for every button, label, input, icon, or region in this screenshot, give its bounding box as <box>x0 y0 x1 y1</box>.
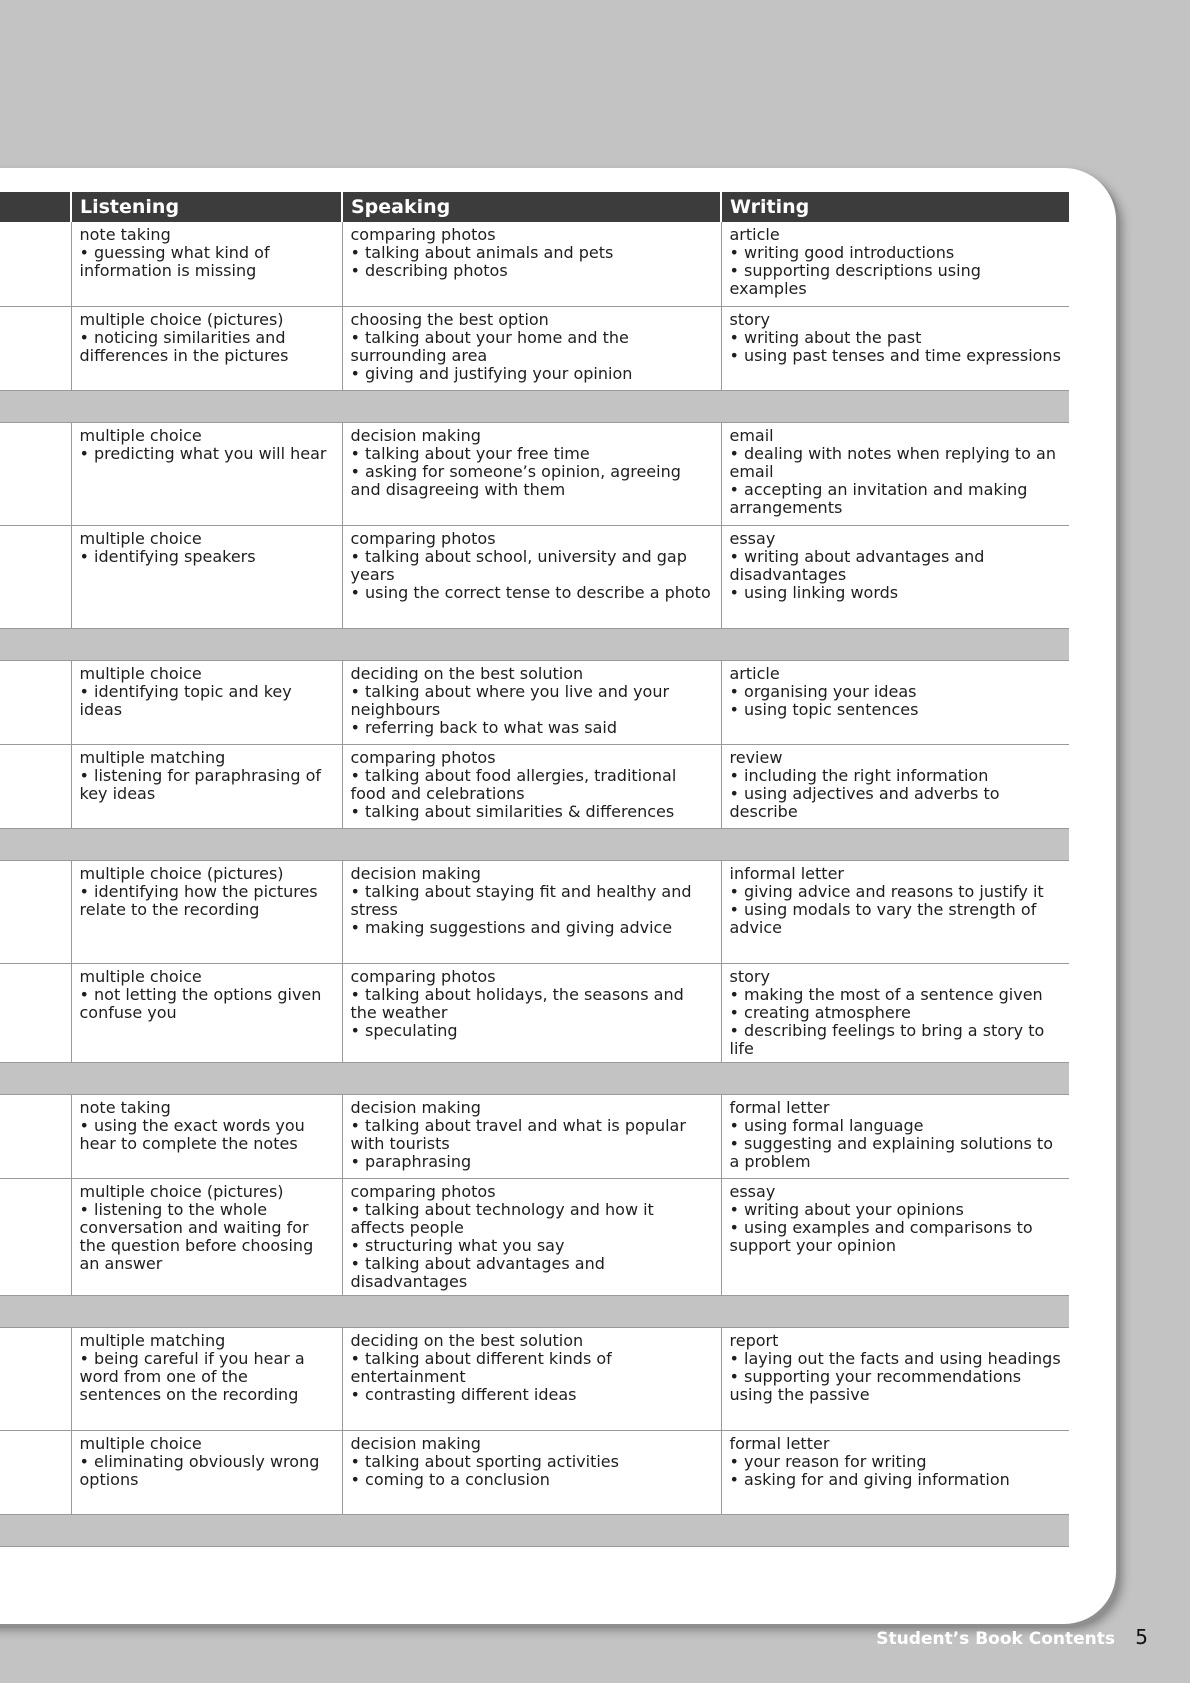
writing-cell <box>721 1094 1069 1178</box>
task-type: note taking <box>79 225 171 244</box>
skill-point: • your reason for writing <box>729 1451 927 1471</box>
skill-point: • giving advice and reasons to justify it <box>729 881 1044 901</box>
skill-point: • making the most of a sentence given <box>729 984 1043 1004</box>
writing-cell <box>721 744 1069 828</box>
skill-point: • writing about advantages and disadvantages <box>729 546 985 584</box>
writing-cell <box>721 422 1069 525</box>
task-type: comparing photos <box>350 225 496 244</box>
speaking-cell <box>342 1178 721 1295</box>
table-row <box>0 963 1069 1062</box>
skill-point: • describing feelings to bring a story to life <box>729 1020 1045 1058</box>
task-type: deciding on the best solution <box>350 1330 584 1350</box>
listening-cell <box>71 660 342 744</box>
skill-point: • using linking words <box>729 582 899 602</box>
skill-point: • including the right information <box>729 765 989 785</box>
skill-point: • suggesting and explaining solutions to a problem <box>729 1133 1053 1171</box>
task-type: decision making <box>350 1097 481 1117</box>
skill-point: • talking about food allergies, traditional food and celebrations <box>350 765 677 803</box>
speaking-cell <box>342 222 721 306</box>
table-row <box>0 222 1069 306</box>
speaking-cell <box>342 422 721 525</box>
task-type: review <box>729 747 783 767</box>
skill-point: • asking for someone’s opinion, agreeing and disagreeing with them <box>350 461 681 499</box>
writing-cell <box>721 860 1069 963</box>
skill-point: • supporting descriptions using examples <box>729 261 981 298</box>
skill-point: • asking for and giving information <box>729 1469 1010 1489</box>
speaking-cell <box>342 1327 721 1430</box>
writing-cell <box>721 1178 1069 1295</box>
table-row <box>0 860 1069 963</box>
skill-point: • noticing similarities and differences in the pictures <box>79 327 289 365</box>
header-speaking: Speaking <box>342 192 721 222</box>
skill-point: • structuring what you say <box>350 1235 565 1255</box>
skill-point: • talking about similarities & differences <box>350 801 675 821</box>
skill-point: • organising your ideas <box>729 681 917 701</box>
speaking-cell <box>342 660 721 744</box>
task-type: multiple choice <box>79 425 202 445</box>
task-type: story <box>729 966 770 986</box>
speaking-cell <box>342 860 721 963</box>
skill-point: • being careful if you hear a word from one of the sentences on the recording <box>79 1348 305 1404</box>
skill-point: • using formal language <box>729 1115 924 1135</box>
header-listening: Listening <box>71 192 342 222</box>
task-type: note taking <box>79 1097 171 1117</box>
unit-cell <box>0 860 71 963</box>
task-type: comparing photos <box>350 747 496 767</box>
writing-cell <box>721 222 1069 306</box>
listening-cell <box>71 222 342 306</box>
writing-cell <box>721 1327 1069 1430</box>
task-type: multiple choice <box>79 528 202 548</box>
skill-point: • contrasting different ideas <box>350 1384 577 1404</box>
skill-point: • eliminating obviously wrong options <box>79 1451 320 1489</box>
task-type: multiple choice (pictures) <box>79 863 284 883</box>
task-type: informal letter <box>729 863 844 883</box>
skill-point: • talking about animals and pets <box>350 243 614 262</box>
writing-cell <box>721 306 1069 390</box>
table-body <box>0 222 1069 1546</box>
task-type: multiple matching <box>79 747 226 767</box>
task-type: multiple choice <box>79 663 202 683</box>
skill-point: • speculating <box>350 1020 458 1040</box>
skill-point: • talking about staying fit and healthy and stress <box>350 881 692 919</box>
task-type: multiple choice <box>79 966 202 986</box>
skill-point: • making suggestions and giving advice <box>350 917 673 937</box>
writing-cell <box>721 963 1069 1062</box>
unit-cell <box>0 963 71 1062</box>
skill-point: • dealing with notes when replying to an email <box>729 443 1056 481</box>
header-writing: Writing <box>721 192 1069 222</box>
table-row <box>0 422 1069 525</box>
writing-cell <box>721 1430 1069 1514</box>
listening-cell <box>71 963 342 1062</box>
skill-point: • talking about different kinds of entertainment <box>350 1348 612 1386</box>
skill-point: • listening for paraphrasing of key ideas <box>79 765 322 803</box>
table-row <box>0 525 1069 628</box>
skill-point: • describing photos <box>350 261 508 280</box>
listening-cell <box>71 860 342 963</box>
task-type: multiple choice (pictures) <box>79 1181 284 1201</box>
task-type: choosing the best option <box>350 309 549 329</box>
task-type: decision making <box>350 425 481 445</box>
section-divider-cell <box>0 828 1069 860</box>
skill-point: • referring back to what was said <box>350 717 617 737</box>
skill-point: • identifying how the pictures relate to the recording <box>79 881 318 919</box>
header-row <box>0 192 1069 222</box>
unit-cell <box>0 422 71 525</box>
skill-point: • giving and justifying your opinion <box>350 363 633 383</box>
task-type: comparing photos <box>350 966 496 986</box>
contents-table <box>0 192 1069 1547</box>
speaking-cell <box>342 744 721 828</box>
skill-point: • talking about travel and what is popular with tourists <box>350 1115 686 1153</box>
section-divider <box>0 1514 1069 1546</box>
unit-cell <box>0 1327 71 1430</box>
unit-cell <box>0 660 71 744</box>
task-type: comparing photos <box>350 1181 496 1201</box>
listening-cell <box>71 306 342 390</box>
skill-point: • using examples and comparisons to support your opinion <box>729 1217 1033 1255</box>
task-type: report <box>729 1330 779 1350</box>
task-type: deciding on the best solution <box>350 663 584 683</box>
section-divider <box>0 1295 1069 1327</box>
skill-point: • not letting the options given confuse you <box>79 984 322 1022</box>
task-type: formal letter <box>729 1097 830 1117</box>
skill-point: • accepting an invitation and making arrangements <box>729 479 1028 517</box>
unit-cell <box>0 1430 71 1514</box>
skill-point: • supporting your recommendations using the passive <box>729 1366 1022 1404</box>
listening-cell <box>71 744 342 828</box>
unit-cell <box>0 744 71 828</box>
footer-title: Student’s Book Contents <box>876 1629 1115 1649</box>
unit-cell <box>0 306 71 390</box>
task-type: multiple matching <box>79 1330 226 1350</box>
skill-point: • talking about where you live and your neighbours <box>350 681 670 719</box>
skill-point: • predicting what you will hear <box>79 443 327 463</box>
listening-cell <box>71 1094 342 1178</box>
page-number: 5 <box>1135 1625 1148 1649</box>
speaking-cell <box>342 963 721 1062</box>
skill-point: • using topic sentences <box>729 699 919 719</box>
speaking-cell <box>342 525 721 628</box>
section-divider-cell <box>0 390 1069 422</box>
task-type: decision making <box>350 863 481 883</box>
section-divider <box>0 828 1069 860</box>
skill-point: • writing about the past <box>729 327 922 347</box>
table-row <box>0 306 1069 390</box>
section-divider-cell <box>0 1062 1069 1094</box>
task-type: multiple choice (pictures) <box>79 309 284 329</box>
table-row <box>0 660 1069 744</box>
section-divider-cell <box>0 1295 1069 1327</box>
section-divider <box>0 628 1069 660</box>
speaking-cell <box>342 1094 721 1178</box>
listening-cell <box>71 525 342 628</box>
task-type: multiple choice <box>79 1433 202 1453</box>
skill-point: • using the correct tense to describe a photo <box>350 582 711 602</box>
skill-point: • talking about advantages and disadvantages <box>350 1253 605 1291</box>
skill-point: • using past tenses and time expressions <box>729 345 1061 365</box>
skill-point: • using the exact words you hear to complete the notes <box>79 1115 305 1153</box>
skill-point: • identifying topic and key ideas <box>79 681 292 719</box>
task-type: essay <box>729 528 776 548</box>
unit-cell <box>0 1094 71 1178</box>
skill-point: • writing good introductions <box>729 243 955 262</box>
speaking-cell <box>342 306 721 390</box>
listening-cell <box>71 1327 342 1430</box>
table-row <box>0 1178 1069 1295</box>
header-unit <box>0 192 71 222</box>
task-type: essay <box>729 1181 776 1201</box>
speaking-cell <box>342 1430 721 1514</box>
task-type: email <box>729 425 774 445</box>
skill-point: • laying out the facts and using headings <box>729 1348 1061 1368</box>
unit-cell <box>0 1178 71 1295</box>
table-row <box>0 1094 1069 1178</box>
task-type: article <box>729 663 780 683</box>
skill-point: • paraphrasing <box>350 1151 472 1171</box>
table-row <box>0 1327 1069 1430</box>
listening-cell <box>71 1430 342 1514</box>
task-type: story <box>729 309 770 329</box>
writing-cell <box>721 660 1069 744</box>
section-divider-cell <box>0 1514 1069 1546</box>
skill-point: • talking about your free time <box>350 443 590 463</box>
table-row <box>0 744 1069 828</box>
table-row <box>0 1430 1069 1514</box>
task-type: formal letter <box>729 1433 830 1453</box>
listening-cell <box>71 422 342 525</box>
skill-point: • talking about school, university and gap years <box>350 546 687 584</box>
unit-cell <box>0 222 71 306</box>
skill-point: • creating atmosphere <box>729 1002 911 1022</box>
section-divider <box>0 390 1069 422</box>
task-type: article <box>729 225 780 244</box>
skill-point: • using modals to vary the strength of advice <box>729 899 1037 937</box>
skill-point: • writing about your opinions <box>729 1199 964 1219</box>
skill-point: • listening to the whole conversation and waiting for the question before choosing an answer <box>79 1199 314 1273</box>
skill-point: • identifying speakers <box>79 546 256 566</box>
unit-cell <box>0 525 71 628</box>
writing-cell <box>721 525 1069 628</box>
skill-point: • talking about technology and how it affects people <box>350 1199 654 1237</box>
skill-point: • using adjectives and adverbs to describe <box>729 783 1000 821</box>
skill-point: • coming to a conclusion <box>350 1469 550 1489</box>
task-type: comparing photos <box>350 528 496 548</box>
listening-cell <box>71 1178 342 1295</box>
section-divider-cell <box>0 628 1069 660</box>
skill-point: • guessing what kind of information is missing <box>79 243 270 280</box>
section-divider <box>0 1062 1069 1094</box>
skill-point: • talking about your home and the surrounding area <box>350 327 629 365</box>
skill-point: • talking about sporting activities <box>350 1451 619 1471</box>
skill-point: • talking about holidays, the seasons and the weather <box>350 984 684 1022</box>
task-type: decision making <box>350 1433 481 1453</box>
